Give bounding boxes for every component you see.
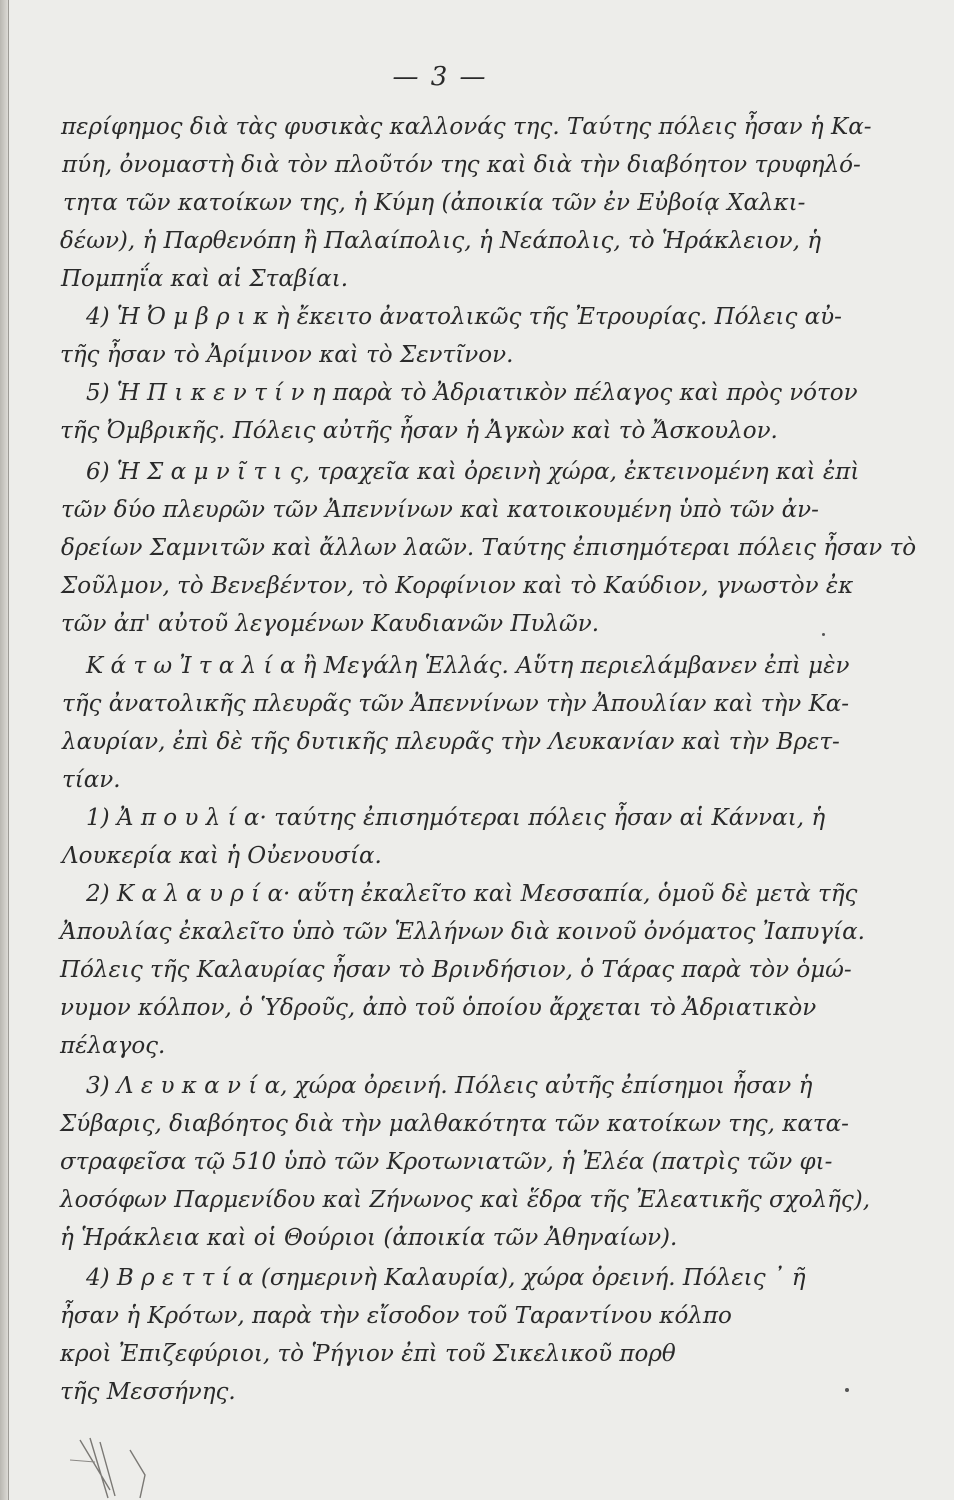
text-line: τητα τῶν κατοίκων της, ἡ Κύμη (ἀποικία τῶν ἐν Εὐβοίᾳ Χαλκι- bbox=[63, 190, 806, 216]
text-line: 3) Λ ε υ κ α ν ί α, χώρα ὀρεινή. Πόλεις αὐτῆς ἐπίσημοι ἦσαν ἡ bbox=[86, 1073, 813, 1099]
text-line: τῆς Ὀμβρικῆς. Πόλεις αὐτῆς ἦσαν ἡ Ἀγκὼν καὶ τὸ Ἄσκουλον. bbox=[60, 418, 778, 444]
text-line: Πομπηΐα καὶ αἱ Σταβίαι. bbox=[61, 266, 349, 292]
text-line: Λουκερία καὶ ἡ Οὐενουσία. bbox=[62, 843, 382, 869]
text-line: 4) Β ρ ε τ τ ί α (σημερινὴ Καλαυρία), χώρα ὀρεινή. Πόλεις ᾽ ῆ bbox=[86, 1265, 806, 1291]
text-line: τῆς Μεσσήνης. bbox=[60, 1379, 236, 1405]
text-line: τῆς ἀνατολικῆς πλευρᾶς τῶν Ἀπεννίνων τὴν Ἀπουλίαν καὶ τὴν Κα- bbox=[62, 691, 850, 717]
text-line: Κ ά τ ω Ἰ τ α λ ί α ἢ Μεγάλη Ἑλλάς. Αὕτη περιελάμβανεν ἐπὶ μὲν bbox=[86, 653, 850, 679]
text-line: τῶν δύο πλευρῶν τῶν Ἀπεννίνων καὶ κατοικουμένη ὑπὸ τῶν ἀν- bbox=[61, 497, 819, 523]
text-line: περίφημος διὰ τὰς φυσικὰς καλλονάς της. Ταύτης πόλεις ἦσαν ἡ Κα- bbox=[61, 114, 872, 140]
text-line: Σοῦλμον, τὸ Βενεβέντον, τὸ Κορφίνιον καὶ τὸ Καύδιον, γνωστὸν ἐκ bbox=[61, 573, 854, 599]
text-line: τῶν ἀπ' αὐτοῦ λεγομένων Καυδιανῶν Πυλῶν. bbox=[61, 611, 600, 637]
text-line: Ἀπουλίας ἐκαλεῖτο ὑπὸ τῶν Ἑλλήνων διὰ κοινοῦ ὀνόματος Ἰαπυγία. bbox=[60, 919, 865, 945]
text-line: δέων), ἡ Παρθενόπη ἢ Παλαίπολις, ἡ Νεάπολις, τὸ Ἡράκλειον, ἡ bbox=[60, 228, 821, 254]
page-number: — 3 — bbox=[392, 62, 488, 92]
text-line: 1) Ἀ π ο υ λ ί α· ταύτης ἐπισημότεραι πόλεις ἦσαν αἱ Κάνναι, ἡ bbox=[86, 805, 826, 831]
text-line: κροὶ Ἐπιζεφύριοι, τὸ Ῥήγιον ἐπὶ τοῦ Σικελικοῦ πορθ bbox=[60, 1341, 676, 1367]
text-line: ἡ Ἡράκλεια καὶ οἱ Θούριοι (ἀποικία τῶν Ἀθηναίων). bbox=[60, 1225, 678, 1251]
text-line: δρείων Σαμνιτῶν καὶ ἄλλων λαῶν. Ταύτης ἐπισημότεραι πόλεις ἦσαν τὸ bbox=[61, 535, 917, 561]
text-line: Σύβαρις, διαβόητος διὰ τὴν μαλθακότητα τῶν κατοίκων της, κατα- bbox=[60, 1111, 849, 1137]
text-line: 6) Ἡ Σ α μ ν ῖ τ ι ς, τραχεῖα καὶ ὀρεινὴ χώρα, ἐκτεινομένη καὶ ἐπὶ bbox=[86, 459, 860, 485]
ink-speck bbox=[822, 633, 825, 636]
text-line: λοσόφων Παρμενίδου καὶ Ζήνωνος καὶ ἕδρα τῆς Ἐλεατικῆς σχολῆς), bbox=[60, 1187, 871, 1213]
text-line: 5) Ἡ Π ι κ ε ν τ ί ν η παρὰ τὸ Ἀδριατικὸν πέλαγος καὶ πρὸς νότον bbox=[86, 380, 858, 406]
text-line: τίαν. bbox=[62, 767, 121, 793]
text-line: λαυρίαν, ἐπὶ δὲ τῆς δυτικῆς πλευρᾶς τὴν Λευκανίαν καὶ τὴν Βρετ- bbox=[62, 729, 840, 755]
text-line: 2) Κ α λ α υ ρ ί α· αὕτη ἐκαλεῖτο καὶ Μεσσαπία, ὁμοῦ δὲ μετὰ τῆς bbox=[86, 881, 858, 907]
torn-page-corner-mark bbox=[70, 1430, 190, 1500]
page-gutter-line bbox=[8, 0, 9, 1500]
text-line: στραφεῖσα τῷ 510 ὑπὸ τῶν Κροτωνιατῶν, ἡ Ἐλέα (πατρὶς τῶν φι- bbox=[60, 1149, 833, 1175]
text-line: πύη, ὀνομαστὴ διὰ τὸν πλοῦτόν της καὶ διὰ τὴν διαβόητον τρυφηλό- bbox=[62, 152, 861, 178]
text-line: Πόλεις τῆς Καλαυρίας ἦσαν τὸ Βρινδήσιον, ὁ Τάρας παρὰ τὸν ὁμώ- bbox=[60, 957, 852, 983]
text-line: πέλαγος. bbox=[60, 1033, 166, 1059]
text-line: νυμον κόλπον, ὁ Ὑδροῦς, ἀπὸ τοῦ ὁποίου ἄρχεται τὸ Ἀδριατικὸν bbox=[60, 995, 817, 1021]
text-line: 4) Ἡ Ὀ μ β ρ ι κ ὴ ἔκειτο ἀνατολικῶς τῆς Ἐτρουρίας. Πόλεις αὐ- bbox=[86, 304, 842, 330]
ink-speck bbox=[845, 1388, 849, 1392]
page-binding-edge bbox=[0, 0, 8, 1500]
text-line: τῆς ἦσαν τὸ Ἀρίμινον καὶ τὸ Σεντῖνον. bbox=[60, 342, 514, 368]
text-line: ἦσαν ἡ Κρότων, παρὰ τὴν εἴσοδον τοῦ Ταραντίνου κόλπο bbox=[60, 1303, 732, 1329]
